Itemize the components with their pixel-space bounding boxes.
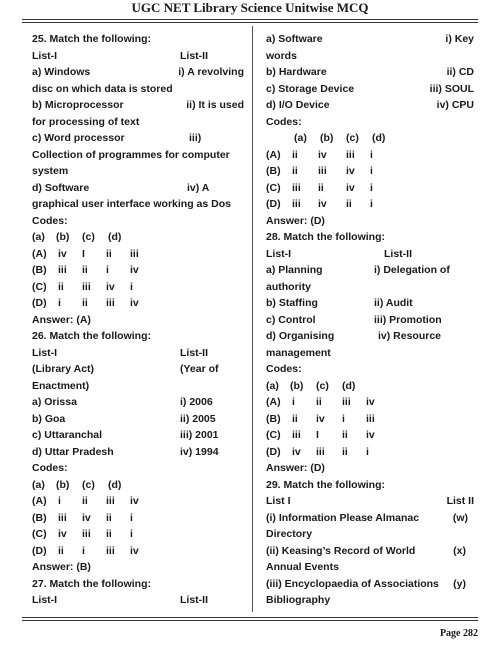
item-left: d) Software <box>32 181 90 194</box>
left-column <box>32 31 244 609</box>
item-left: b) Hardware <box>266 66 327 78</box>
item-left: (Library Act) <box>32 363 95 375</box>
code-cell: ii <box>106 528 112 540</box>
q29-list-header <box>266 493 474 510</box>
code-cell: (b) <box>320 132 334 144</box>
code-cell: (D) <box>266 198 281 210</box>
item-right: (w) <box>452 511 468 524</box>
q27-item-a-cont: words <box>266 49 297 62</box>
code-row <box>32 246 244 263</box>
code-cell: iii <box>292 198 301 210</box>
code-cell: (A) <box>266 396 281 408</box>
list2-label: List-II <box>180 49 208 62</box>
item-right: (x) <box>453 544 466 557</box>
code-cell: I <box>82 247 85 260</box>
item-left: b) Staffing <box>266 297 318 309</box>
item-right: iv) A <box>187 181 210 194</box>
code-cell: (C) <box>266 181 281 194</box>
q25-codes: Codes: <box>32 214 68 227</box>
code-cell: iv <box>316 412 325 425</box>
q28-item-c <box>266 312 474 329</box>
item-right: i) A revolving <box>178 66 244 78</box>
q27-item-a <box>266 31 474 48</box>
code-cell: (a) <box>294 132 307 144</box>
q26-title: 26. Match the following: <box>32 330 152 342</box>
q28-item-d <box>266 328 474 345</box>
code-cell: (B) <box>266 165 281 177</box>
q28-list-header <box>266 246 474 263</box>
item-left: (i) Information Please Almanac <box>266 511 420 524</box>
q26-item-c <box>32 427 244 444</box>
code-cell: (c) <box>82 231 95 243</box>
code-cell: iii <box>346 148 355 161</box>
code-cell: (b) <box>290 379 304 392</box>
code-row <box>266 180 474 197</box>
code-cell: iii <box>106 495 115 507</box>
code-cell: i <box>342 412 345 425</box>
code-cell: (A) <box>32 495 47 507</box>
code-cell: i <box>370 181 373 194</box>
code-cell: iii <box>106 544 115 557</box>
q25-item-d-cont: graphical user interface working as Dos <box>32 198 231 210</box>
q26-answer: Answer: (B) <box>32 561 91 573</box>
q29-item-ii <box>266 543 474 560</box>
item-left: a) Planning <box>266 264 323 276</box>
item-right: iv) CPU <box>436 99 474 111</box>
code-cell: i <box>370 198 373 210</box>
item-right: (y) <box>453 577 466 590</box>
code-cell: iii <box>130 247 139 260</box>
code-cell: iii <box>82 280 91 293</box>
code-cell: i <box>82 544 85 557</box>
item-right: i) 2006 <box>180 396 213 408</box>
code-cell: (D) <box>266 445 281 458</box>
code-row <box>266 394 474 411</box>
code-cell: ii <box>292 412 298 425</box>
code-cell: (b) <box>56 231 70 243</box>
column-divider <box>252 26 253 612</box>
item-left: c) Storage Device <box>266 82 355 95</box>
list2-label: List-II <box>180 594 208 606</box>
item-left: (ii) Keasing’s Record of World <box>266 544 416 557</box>
q26-item-d <box>32 444 244 461</box>
code-cell: ii <box>58 544 64 557</box>
page-header: UGC NET Library Science Unitwise MCQ <box>131 0 369 15</box>
q27-title: 27. Match the following: <box>32 577 152 590</box>
code-row <box>32 477 244 494</box>
q27-answer: Answer: (D) <box>266 214 325 227</box>
item-left: a) Software <box>266 33 323 45</box>
code-cell: (C) <box>32 280 47 293</box>
q28-item-a-cont: authority <box>266 280 311 293</box>
code-cell: i <box>130 528 133 540</box>
code-cell: iv <box>82 511 91 524</box>
item-left: (iii) Encyclopaedia of Associations <box>266 577 439 590</box>
item-left: a) Windows <box>32 66 91 78</box>
q29-item-iii <box>266 576 474 593</box>
code-cell: iii <box>58 511 67 524</box>
q25-item-b <box>32 97 244 114</box>
code-cell: ii <box>316 396 322 408</box>
code-cell: iv <box>58 528 67 540</box>
code-cell: (d) <box>108 231 122 243</box>
code-row <box>32 526 244 543</box>
code-cell: iv <box>318 148 327 161</box>
code-cell: iv <box>292 445 301 458</box>
item-right: iii) Promotion <box>374 313 442 326</box>
code-cell: iv <box>346 165 355 177</box>
q28-answer: Answer: (D) <box>266 462 325 474</box>
code-row <box>266 196 474 213</box>
item-left: d) Uttar Pradesh <box>32 445 114 458</box>
code-cell: i <box>58 495 61 507</box>
code-row <box>266 411 474 428</box>
code-cell: iii <box>318 165 327 177</box>
code-cell: iv <box>366 429 375 441</box>
code-cell: i <box>366 445 369 458</box>
q26-item-a <box>32 394 244 411</box>
code-cell: iii <box>106 297 115 309</box>
code-row <box>266 147 474 164</box>
footer-rule-1 <box>22 617 478 618</box>
code-cell: (d) <box>372 132 386 144</box>
page-number: Page 282 <box>439 628 478 639</box>
code-row <box>266 130 474 147</box>
code-row <box>32 493 244 510</box>
code-cell: ii <box>82 264 88 276</box>
list1-label: List-I <box>266 247 292 260</box>
code-cell: ii <box>292 165 298 177</box>
code-cell: iv <box>130 495 139 507</box>
item-right: iii) SOUL <box>429 82 474 95</box>
code-cell: ii <box>342 429 348 441</box>
code-cell: (A) <box>32 247 47 260</box>
list1-label: List I <box>266 495 291 507</box>
list1-label: List-I <box>32 594 58 606</box>
code-cell: (a) <box>32 231 45 243</box>
code-cell: i <box>58 297 61 309</box>
item-right: ii) It is used <box>186 99 244 111</box>
q28-item-d-cont: management <box>266 346 331 359</box>
item-left: c) Control <box>266 313 316 326</box>
q25-answer: Answer: (A) <box>32 313 91 326</box>
item-right: iii) 2001 <box>180 429 219 441</box>
code-cell: iv <box>130 264 139 276</box>
q26-heading <box>32 361 244 378</box>
code-cell: iii <box>292 181 301 194</box>
item-right: i) Key <box>445 33 474 45</box>
item-right: ii) 2005 <box>180 412 216 425</box>
code-cell: i <box>370 165 373 177</box>
item-right: (Year of <box>180 363 219 375</box>
code-cell: iv <box>346 181 355 194</box>
code-cell: iii <box>292 429 301 441</box>
code-cell: iii <box>366 412 375 425</box>
code-cell: i <box>292 396 295 408</box>
code-row <box>266 427 474 444</box>
code-row <box>32 295 244 312</box>
q25-item-b-cont: for processing of text <box>32 115 140 128</box>
code-cell: ii <box>58 280 64 293</box>
q28-title: 28. Match the following: <box>266 231 386 243</box>
code-cell: iii <box>82 528 91 540</box>
right-column <box>266 31 474 609</box>
q25-item-a-cont: disc on which data is stored <box>32 82 173 95</box>
code-cell: iv <box>106 280 115 293</box>
code-row <box>266 444 474 461</box>
q25-item-c-cont2: system <box>32 165 69 177</box>
code-cell: (b) <box>56 478 70 491</box>
code-row <box>32 510 244 527</box>
code-row <box>266 378 474 395</box>
item-left: d) I/O Device <box>266 99 330 111</box>
code-cell: (B) <box>266 412 281 425</box>
q29-item-iii-cont: Bibliography <box>266 594 331 606</box>
list1-label: List-I <box>32 346 58 359</box>
item-left: a) Orissa <box>32 396 77 408</box>
code-cell: (C) <box>32 528 47 540</box>
q28-item-b <box>266 295 474 312</box>
code-cell: ii <box>106 511 112 524</box>
item-right: iv) 1994 <box>180 445 219 458</box>
code-cell: (B) <box>32 511 47 524</box>
list2-label: List-II <box>180 346 208 359</box>
code-cell: ii <box>346 198 352 210</box>
q27-item-b <box>266 64 474 81</box>
code-cell: (a) <box>266 379 279 392</box>
item-right: iii) <box>189 132 202 144</box>
code-row <box>32 543 244 560</box>
q26-heading-cont: Enactment) <box>32 379 90 392</box>
q29-item-i-cont: Directory <box>266 528 313 540</box>
code-cell: (d) <box>108 478 122 491</box>
q25-item-c <box>32 130 244 147</box>
code-cell: i <box>130 511 133 524</box>
code-cell: i <box>130 280 133 293</box>
q25-title: 25. Match the following: <box>32 33 152 45</box>
code-cell: iv <box>130 544 139 557</box>
code-cell: (c) <box>346 132 359 144</box>
code-cell: iv <box>130 297 139 309</box>
code-cell: ii <box>292 148 298 161</box>
q26-list-header <box>32 345 244 362</box>
q25-item-a <box>32 64 244 81</box>
item-left: c) Word processor <box>32 132 125 144</box>
q27-list-header <box>32 592 244 609</box>
code-cell: (C) <box>266 429 281 441</box>
code-cell: ii <box>82 495 88 507</box>
code-row <box>32 279 244 296</box>
q29-title: 29. Match the following: <box>266 478 386 491</box>
item-left: c) Uttaranchal <box>32 429 103 441</box>
code-row <box>32 262 244 279</box>
q29-item-i <box>266 510 474 527</box>
q26-codes: Codes: <box>32 462 68 474</box>
q28-item-a <box>266 262 474 279</box>
code-row <box>266 163 474 180</box>
item-left: d) Organising <box>266 330 335 342</box>
code-cell: iv <box>318 198 327 210</box>
item-left: b) Microprocessor <box>32 99 124 111</box>
item-right: i) Delegation of <box>374 264 450 276</box>
q25-list-header <box>32 48 244 65</box>
item-right: iv) Resource <box>378 330 442 342</box>
code-row <box>32 229 244 246</box>
code-cell: (D) <box>32 544 47 557</box>
header-rule-1 <box>22 19 478 20</box>
code-cell: (B) <box>32 264 47 276</box>
code-cell: ii <box>318 181 324 194</box>
list1-label: List-I <box>32 49 58 62</box>
list2-label: List-II <box>384 247 412 260</box>
code-cell: iii <box>316 445 325 458</box>
q29-item-ii-cont: Annual Events <box>266 561 339 573</box>
q28-codes: Codes: <box>266 363 302 375</box>
q27-codes: Codes: <box>266 115 302 128</box>
code-cell: I <box>316 429 319 441</box>
code-cell: (D) <box>32 297 47 309</box>
item-right: ii) Audit <box>374 297 413 309</box>
q27-item-d <box>266 97 474 114</box>
item-left: b) Goa <box>32 412 66 425</box>
code-cell: iv <box>58 247 67 260</box>
code-cell: ii <box>106 247 112 260</box>
code-cell: iii <box>342 396 351 408</box>
footer-rule-2 <box>22 620 478 621</box>
code-cell: i <box>106 264 109 276</box>
item-right: ii) CD <box>446 66 474 78</box>
code-cell: iv <box>366 396 375 408</box>
q26-item-b <box>32 411 244 428</box>
list2-label: List II <box>446 495 474 507</box>
code-cell: (A) <box>266 148 281 161</box>
q25-item-c-cont1: Collection of programmes for computer <box>32 148 230 161</box>
q25-item-d <box>32 180 244 197</box>
code-cell: (c) <box>316 379 329 392</box>
q27-item-c <box>266 81 474 98</box>
code-cell: ii <box>82 297 88 309</box>
code-cell: i <box>370 148 373 161</box>
code-cell: (c) <box>82 478 95 491</box>
code-cell: ii <box>342 445 348 458</box>
code-cell: (d) <box>342 379 356 392</box>
code-cell: (a) <box>32 478 45 491</box>
header-rule-2 <box>22 22 478 23</box>
code-cell: iii <box>58 264 67 276</box>
